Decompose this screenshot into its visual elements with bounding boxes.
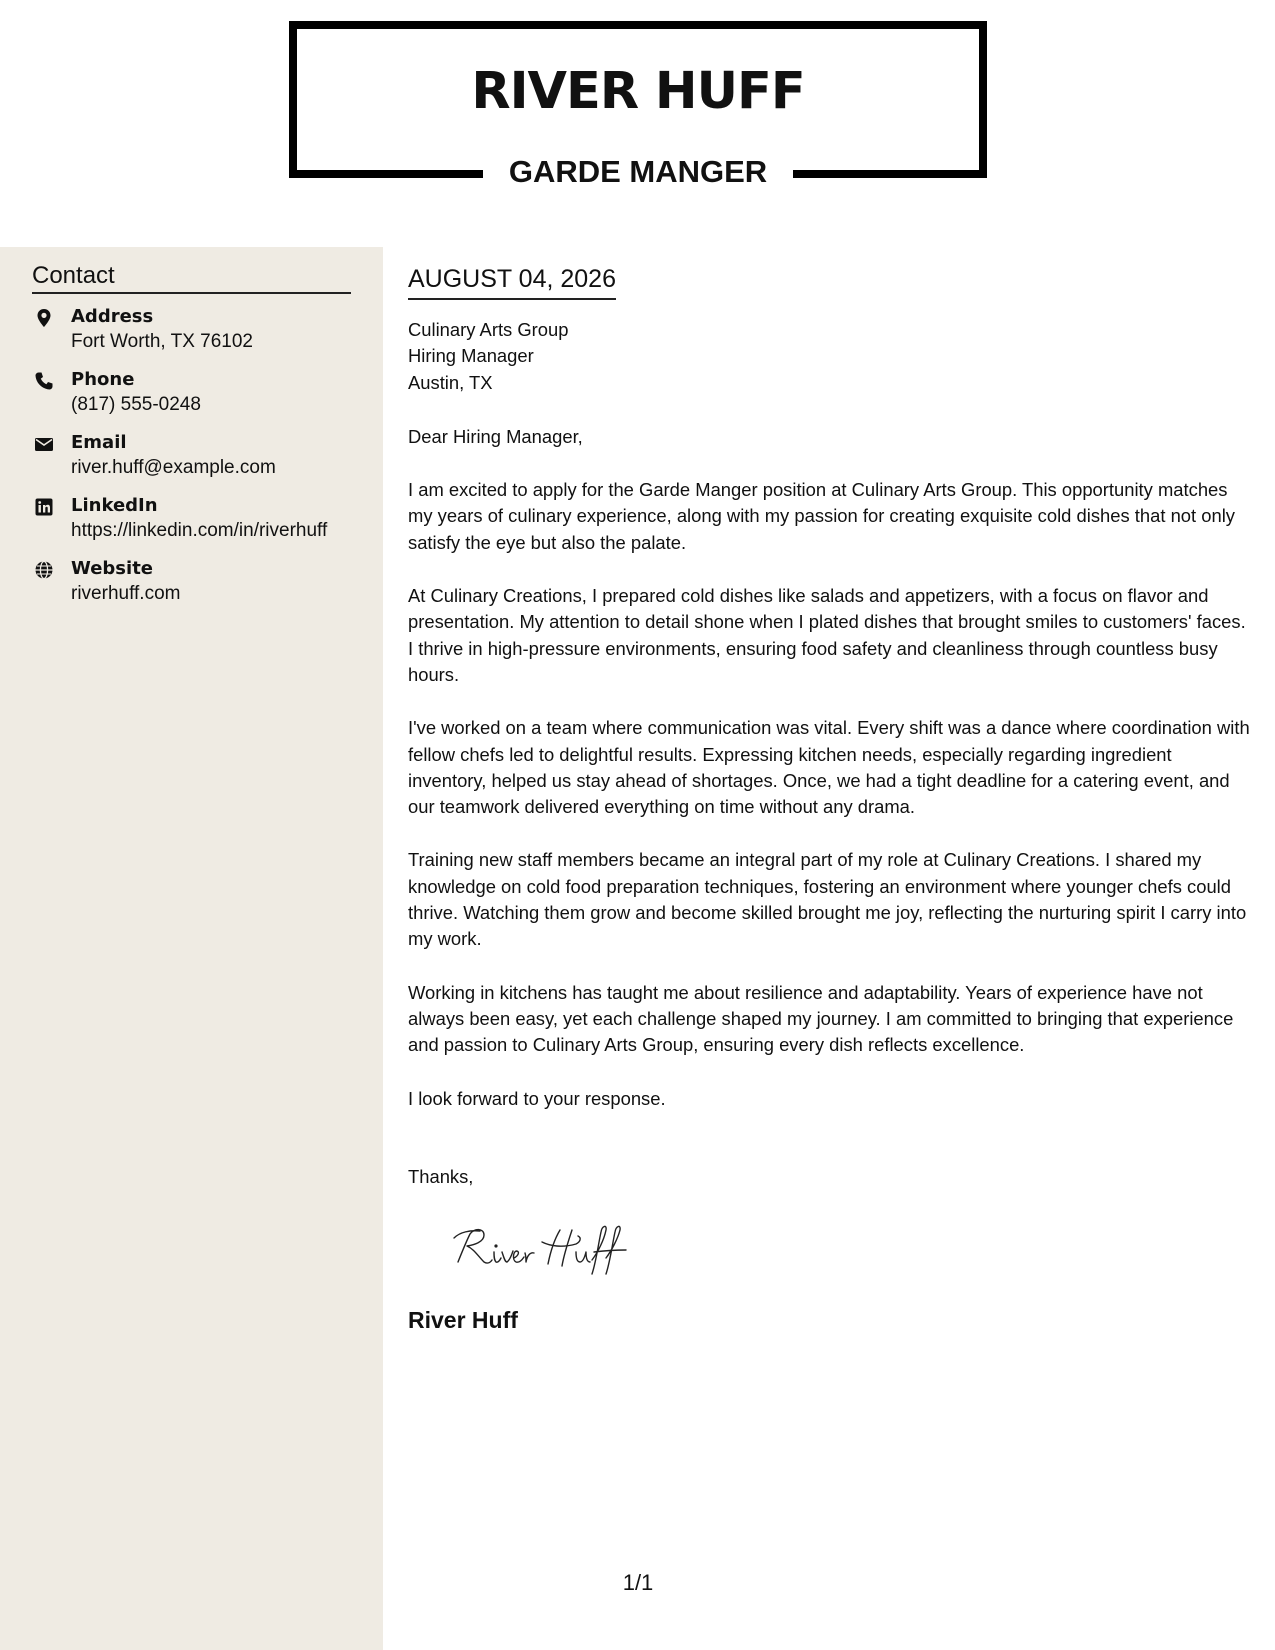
recipient-block [408, 317, 1253, 396]
phone-icon [34, 371, 54, 391]
applicant-name: RIVER HUFF [471, 62, 805, 121]
salutation: Dear Hiring Manager, [408, 425, 583, 447]
recipient-location: Austin, TX [408, 371, 493, 393]
contact-linkedin-label: LinkedIn [71, 495, 158, 516]
location-pin-icon [34, 308, 54, 328]
contact-address-value: Fort Worth, TX 76102 [71, 331, 253, 352]
contact-website-label: Website [71, 558, 154, 579]
signer-name: River Huff [408, 1307, 518, 1334]
header-frame-rule-right [793, 170, 987, 178]
email-icon [34, 434, 54, 454]
letter-date: AUGUST 04, 2026 [408, 262, 616, 300]
recipient-company: Culinary Arts Group [408, 319, 569, 340]
paragraph: I've worked on a team where communication was vital. Every shift was a dance where coordination with fellow chefs led to delightful results. Expressing kitchen needs, especially regarding ingredient inventory, helped us stay ahead of shortages. Once, we had a tight deadline for a catering event, and our teamwork delivered everything on time without any drama. [408, 717, 1250, 818]
paragraph: Working in kitchens has taught me about resilience and adaptability. Years of experience have not always been easy, yet each challenge shaped my journey. I am committed to bringing that experience and passion to Culinary Arts Group, ensuring every dish reflects excellence. [408, 981, 1234, 1056]
signoff: Thanks, [408, 1165, 474, 1187]
contact-phone-label: Phone [71, 369, 135, 390]
page-number: 1/1 [622, 1570, 654, 1595]
contact-address-label: Address [71, 306, 154, 327]
paragraph: Training new staff members became an integral part of my role at Culinary Creations. I shared my knowledge on cold food preparation techniques, fostering an environment where younger chefs could thrive. Watching them grow and become skilled brought me joy, reflecting the nurturing spirit I carry into my work. [408, 849, 1247, 950]
job-title: GARDE MANGER [508, 154, 768, 189]
globe-icon [34, 560, 54, 580]
header-frame-rule-left [289, 170, 483, 178]
contact-email-label: Email [71, 432, 127, 453]
contact-email-value[interactable]: river.huff@example.com [71, 457, 276, 478]
letter-body [408, 262, 1253, 1334]
contact-phone-value: (817) 555-0248 [71, 394, 201, 415]
closing-line: I look forward to your response. [408, 1087, 666, 1109]
paragraph: I am excited to apply for the Garde Manger position at Culinary Arts Group. This opportunity matches my years of culinary experience, along with my passion for creating exquisite cold dishes that not only satisfy the eye but also the palate. [408, 479, 1235, 553]
contact-website-value[interactable]: riverhuff.com [71, 583, 181, 604]
paragraph: At Culinary Creations, I prepared cold dishes like salads and appetizers, with a focus on flavor and presentation. My attention to detail shone when I plated dishes that brought smiles to customers' faces. I thrive in high-pressure environments, ensuring food safety and cleanliness through countless busy hours. [408, 585, 1246, 685]
handwritten-signature [450, 1218, 640, 1278]
linkedin-icon [34, 497, 54, 517]
contact-heading: Contact [32, 262, 351, 294]
recipient-title: Hiring Manager [408, 345, 534, 367]
contact-linkedin-value[interactable]: https://linkedin.com/in/riverhuff [71, 520, 328, 541]
